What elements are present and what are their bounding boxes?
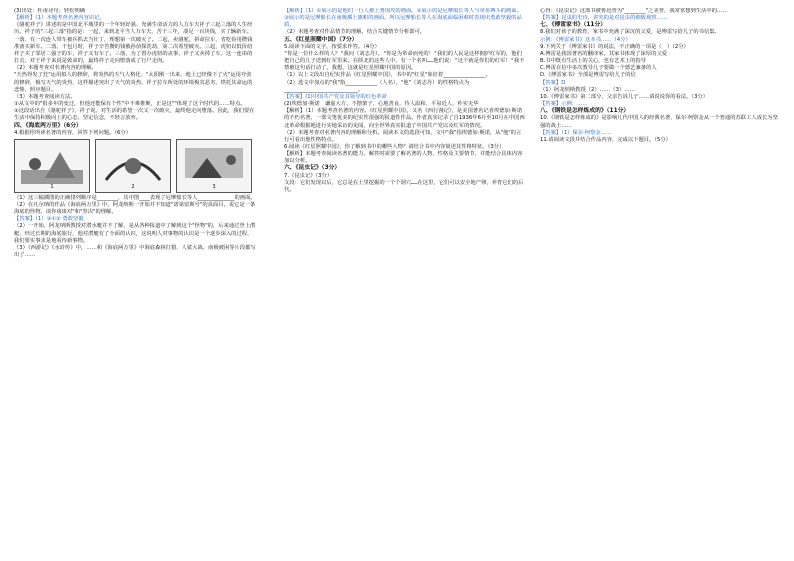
paragraph: (3)出处：杜甫诗句；轻松明确 [14, 8, 86, 14]
paragraph: 10.《钢铁是怎样炼成的》是影响几代中国人的经典名著，保尔·柯察金从一个普通的苏联工人成长为坚强的战士…… [540, 115, 778, 129]
column-1 [14, 8, 256, 556]
paragraph: "天热得发了狂"运用拟人的修辞，将炎热的天气人格化；"太阳刚一出来，地上已经像下了火"运用夸张的修辞，极写天气的炎热，这样描述突出了天气的炎热，祥子拉车所处的环境极其恶劣，烘托其命运的悲惨，照应题目。 [14, 72, 253, 93]
paragraph: （2）本题考查对名著内容的理解和分析。阅读本文的选段可知，文中"我"指埃德加·斯诺，从"他"的言行可看出他性格特点。 [284, 129, 522, 143]
paragraph: ①从文中的"很多年的变迁，但他还能保有个性"中不难推断，正是这""体现了这个时代的……特点。 [14, 101, 246, 108]
paragraph: （2）本题考查对名著内容的理解。 [14, 65, 97, 72]
paragraph: D.《傅雷家书》全部是傅雷写给儿子的信 [540, 72, 636, 79]
paragraph: （1）以上文段出自纪实作品《红星照耀中国》，书中的"红星"象征着________________。 [284, 72, 491, 79]
paragraph: （2）一开始，阿龙纳斯教授对潜水艇并不了解，是从各种报道中了解到这个"怪物"的，后来通过登上潜艇，经过长期的海底旅行，他对潜艇有了全面的认识，这说明人对事物的认识是一个逐步深入的过程，我们要实事求是地看待新事物。 [14, 223, 256, 244]
paragraph: 《骆驼祥子》讲述的是中国北平城里的一个年轻好强、充满生命活力的人力车夫祥子三起三落的人生经历。祥子的"三起三落"指的是：一起，来到北平当人力车夫，苦干三年，凑足一百块钱，买了辆新车。一落，有一次连人带车被兵抓去当壮丁，理想第一次破灭了。二起，卖骆驼，拼命拉车，省吃俭用攒钱准备买新车。二落，干包月时，祥子辛苦攒的钱被孙侦探洗劫，第二次希望破灭。三起，虎妞以低价给祥子买了邻居二强子的车，祥子又有车了。三落，为了置办虎妞的丧事，祥子又卖掉了车。这一连串的打击，对于祥子来说是致命的，最终祥子走向堕落成了行尸走肉。 [14, 22, 253, 65]
paragraph: 5.阅读下面的文字，按要求作答。（4分） [284, 43, 380, 50]
paragraph: 文段：它们发现以后，它总是在土里挖掘的一个个洞穴……在这里，它们可以安全地产卵，养育它们的后代。 [284, 179, 524, 193]
illustration-3 [176, 139, 252, 193]
paragraph: 10.《傅雷家书》第二部分，父亲告诉儿子……请说说你的看法。（3分） [540, 93, 709, 100]
illustration-caption: 2 [131, 183, 135, 190]
illustration-2 [95, 139, 171, 193]
paragraph: （1）阿龙纳斯教授（2）……（3）…… [540, 86, 635, 93]
paragraph: （3）《西游记》《水浒传》中，……和《海底两万里》中海底森林打猎、人鲨大战、南极被困等片段都写出了…… [14, 244, 256, 259]
paragraph: A.傅雷是我国著名的翻译家，其家书体现了深厚的父爱 [540, 50, 668, 57]
illustration-row [14, 139, 256, 193]
paragraph: 【答案】（1）保尔·柯察金…… [540, 129, 612, 136]
section-heading: 五、《红星照耀中国》（7分） [284, 36, 358, 43]
paragraph: 11.请阅读文段并结合作品内容，完成以下题目。（5分） [540, 136, 671, 143]
illustration-1 [14, 139, 90, 193]
paragraph: ②这段话出自《骆驼祥子》，祥子说，对生活的希望一次又一次破灭，最终他走向堕落。因此，我们要在生活中保持积极向上的心态，坚定信念，不轻言放弃。 [14, 108, 255, 122]
paragraph: （3）本题考查阅读方法。 [14, 93, 76, 100]
paragraph: （1）这三幅插图的正确排列顺序是________，其中图____表现了尼摩船长等人______________的画面。 [14, 194, 256, 201]
paragraph: （2）选文中加点的"我"指____________（人名），"他"（刘志丹）的性格特点为____________________________。 [284, 79, 470, 93]
paragraph: 【答案】（1）③①② 勇敢坚毅 [14, 216, 84, 223]
paragraph: 6.阅读《红星照耀中国》，你了解到书中的哪些人物？请结合书中内容简述其性格特征。（3分） [284, 143, 505, 150]
paragraph: 心得：《昆虫记》这部书被鲁迅誉为"________"之美誉，我常常想到生活中的…… [540, 8, 728, 14]
paragraph: B.书中既有生活上的关心，也有艺术上的指导 [540, 58, 646, 65]
paragraph: 4.根据你所读名著的内容，回答下列问题。（6分） [14, 129, 132, 136]
paragraph: 8.我们对孩子的教育，家书中充满了深沉的父爱，是傅雷写给儿子的书信集。 [540, 29, 720, 36]
paragraph: 【解析】本题考查阅读名著的能力。解答时需要了解名著的人物、性格及主要情节，并能结合具体内容加以分析。 [284, 151, 523, 165]
paragraph: 【答案】(1)中国共产党及其领导的红色革命 [284, 93, 387, 100]
paragraph: 【答案】D [540, 79, 566, 86]
column-2 [284, 8, 526, 556]
paragraph: 示例：《傅雷家书》这本书……（4分） [540, 36, 631, 43]
paragraph: 【解析】（1）本题考查名著内容识记。 [14, 15, 105, 22]
illustration-caption: 3 [212, 183, 216, 190]
paragraph: "你是一位什么样的人？"我问（刘志丹）。"你是为革命而死的！"我们的人民是这样拥护红军的，他们把自己的儿子送到红军里来。在陕北的这些人中，有一个名叫……他们说："这个就是你们的红军！"我不禁被这句话打动了，我想，这就是红星照耀中国的原因。 [284, 50, 525, 72]
section-heading: 八、《钢铁是怎样炼成的》（11分） [540, 108, 630, 115]
paragraph: （2）本题考查对作品情节的理解，结合关键情节分析即可。 [284, 29, 426, 36]
section-heading: 六、《昆虫记》（3分） [284, 165, 341, 172]
paragraph: 【解析】（1）①展示的是他们一行人被土著围攻的画面。②展示的是尼摩船长等人与章鱼搏斗的画面。③展示的是尼摩船长在南极插上旗帜的画面。所以尼摩船长等人在海底面临困难时表现出勇敢坚毅的品质。 [284, 8, 522, 29]
paragraph: 【解析】（1）本题考查名著的内容。《红星照耀中国》，又名《西行漫记》，是美国著名记者埃德加·斯诺的不朽名著，一部文笔优美的纪实性很强的报道性作品。作者真实记录了自1936年6月至10月在中国西北革命根据地进行实地采访的见闻，向全世界真实报道了中国共产党以及红军的情况。 [284, 108, 525, 129]
paragraph: （2）在凡尔纳的作品《海底两万里》中，阿龙纳斯一开始并不知道"诺第留斯号"的真面目，说它是一条海底的怪物。请你谈谈对"和"坚决"的理解。 [14, 201, 256, 216]
paragraph: 9.下列关于《傅雷家书》的说法，不正确的一项是（ ）（2分） [540, 43, 689, 50]
paragraph: 7.《昆虫记》（3分） [284, 172, 333, 179]
paragraph: 【答案】昆虫的史诗，讲究的是对昆虫的细致观察…… [540, 15, 668, 22]
paragraph: C.傅雷在信中多次教导儿子要做一个德艺兼备的人 [540, 65, 657, 72]
paragraph: (2)埃德加·斯诺 谦虚大方、不摆架子、心地善良、待人温和、平易近人、朴实无华 [284, 101, 479, 108]
section-heading: 七、《傅雷家书》（11分） [540, 22, 607, 29]
paragraph: 【答案】示例：…… [540, 101, 588, 108]
illustration-caption: 1 [50, 183, 54, 190]
section-heading: 四、《海底两万里》（6分） [14, 122, 82, 129]
column-3 [540, 8, 782, 556]
